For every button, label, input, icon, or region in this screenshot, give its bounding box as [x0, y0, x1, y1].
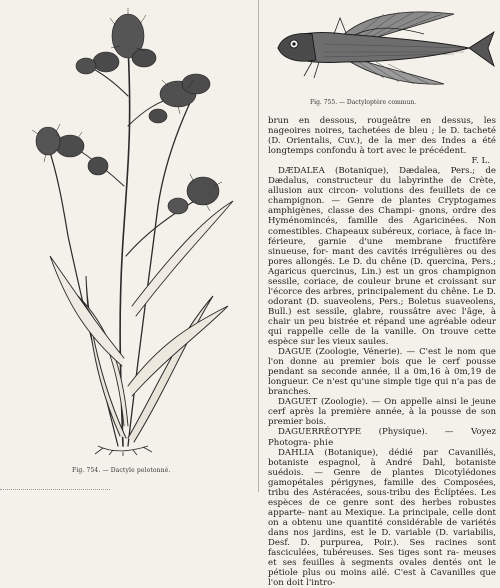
- plant-figure-caption: Fig. 754. — Dactyle pelotonné.: [72, 467, 171, 474]
- text-line: Ses racines sont fasciculées, tubéreuses. Ses tiges sont ra-: [268, 537, 496, 559]
- text-line: le précédent.: [408, 146, 467, 157]
- text-line: à chair un peu bistrée et répand une agréable odeur qui: [268, 306, 496, 337]
- text-line: brun en dessous, rougeâtre en dessus, les nageoires noires,: [268, 116, 496, 137]
- text-line: Lin.) est un gros champignon sessile, coriace, de couleur: [268, 266, 496, 287]
- text-line: mant des cavités irrégulières ou des pores allongés. Le: [268, 246, 496, 267]
- right-text-column: [262, 0, 500, 588]
- text-line: après la première année, à la pousse de son premier: [268, 407, 496, 428]
- paragraph-dahlia: [268, 448, 496, 588]
- text-line: seconde année, il a 0m,16 à 0m,19 de longueur. Ce n'est: [268, 367, 496, 388]
- text-line: qu'une simple tige qui n'a pas de branches.: [268, 377, 496, 398]
- paragraph-dague: [268, 347, 496, 397]
- text-line: tachetées de bleu ; le D. tacheté (D. Orientalis, Cuv.), de: [268, 126, 496, 147]
- text-line: DAGUET (Zoologie). — On appelle ainsi le jeune cerf: [268, 397, 496, 418]
- text-line: les vieux saules.: [317, 337, 389, 348]
- text-line: brune et croissant sur l'écorce des arbres, principalement: [268, 276, 496, 297]
- text-line: une quantité considérable de variétés dans nos jardins, est: [268, 517, 497, 538]
- text-line: plantes Cryptogames amphigènes, classe des Champi-: [268, 196, 496, 217]
- text-line: plantes Dicotylédones gamopétales périgynes, famille des: [268, 467, 496, 488]
- text-line: Non comestibles. Chapeaux subéreux, coriace, à face in-: [268, 216, 496, 237]
- text-line: le D. variable (D. variabilis, Desf. D. purpurea, Poir.).: [268, 527, 496, 548]
- text-line: rappelle celle de la vanille. On trouve cette espèce sur: [268, 326, 496, 348]
- text-line: la mer des Indes a été longtemps confondu à tort avec: [268, 136, 496, 157]
- text-line: constructeur du labyrinthe de Crète, allusion aux circon-: [268, 176, 497, 197]
- author-signature: F. L.: [471, 156, 490, 167]
- article-text: [268, 116, 496, 588]
- text-line: phie: [313, 437, 334, 448]
- dactyloptere-fish-engraving: [264, 4, 496, 96]
- text-line: D. du chêne (D. quercina, Pers.; Agaricus quercinus,: [268, 256, 496, 277]
- text-line: DAGUERRÉOTYPE (Physique). — Voyez Photogra-: [268, 427, 496, 448]
- text-line: donne au premier bois que le cerf pousse pendant sa: [268, 357, 496, 378]
- text-line: férieure, garnie d'une membrane fructifère sinueuse, for-: [268, 236, 496, 257]
- text-line: espagnol, à André Dahl, botaniste suédois. — Genre de: [268, 457, 497, 478]
- text-line: Composées, tribu des Astéracées, sous-tribu des Éclíptées.: [268, 477, 496, 498]
- plant-illustration-panel: [0, 0, 246, 492]
- text-line: DAGUE (Zoologie, Vénerie). — C'est le nom que l'on: [268, 347, 496, 368]
- column-divider: [258, 0, 259, 492]
- text-line: du chêne. Le D. odorant (D. suaveolens, Pers.; Boletus: [268, 286, 496, 307]
- paragraph-daguet: [268, 397, 496, 427]
- paragraph-dactyloptere-continued: [268, 116, 496, 156]
- text-line: nant au Mexique. La principale, celle dont on a obtenu: [268, 507, 496, 528]
- text-line: meuses et ses feuilles à segments ovales dentés ont le pétiole: [268, 548, 496, 579]
- text-line: Les espèces de ce genre sont des herbes robustes apparte-: [268, 487, 496, 518]
- dactyle-plant-engraving: [28, 6, 238, 456]
- text-line: volutions des feuillets de ce champignon. — Genre de: [268, 186, 496, 207]
- bottom-dotted-rule: [0, 489, 110, 491]
- text-line: suaveolens, Bull.) est sessile, glabre, roussâtre avec l'âge,: [268, 296, 496, 317]
- text-line: DAHLIA (Botanique), dédié par Cavanillés, botaniste: [268, 447, 496, 468]
- fish-figure-caption: Fig. 755. — Dactyloptère commun.: [310, 99, 417, 106]
- paragraph-daguerreotype: [268, 427, 496, 447]
- paragraph-daedalea: [268, 166, 496, 347]
- text-line: bois.: [305, 417, 327, 428]
- text-line: DÆDALEA (Botanique), Dædalea, Pers.; de Dædalus,: [268, 166, 496, 187]
- text-line: gnons, ordre des Hyménomincés, famille des Agaricinées.: [268, 206, 496, 227]
- text-line: plus ou moins ailé. C'est à Cavanilles que l'on doit l'intro-: [268, 568, 496, 588]
